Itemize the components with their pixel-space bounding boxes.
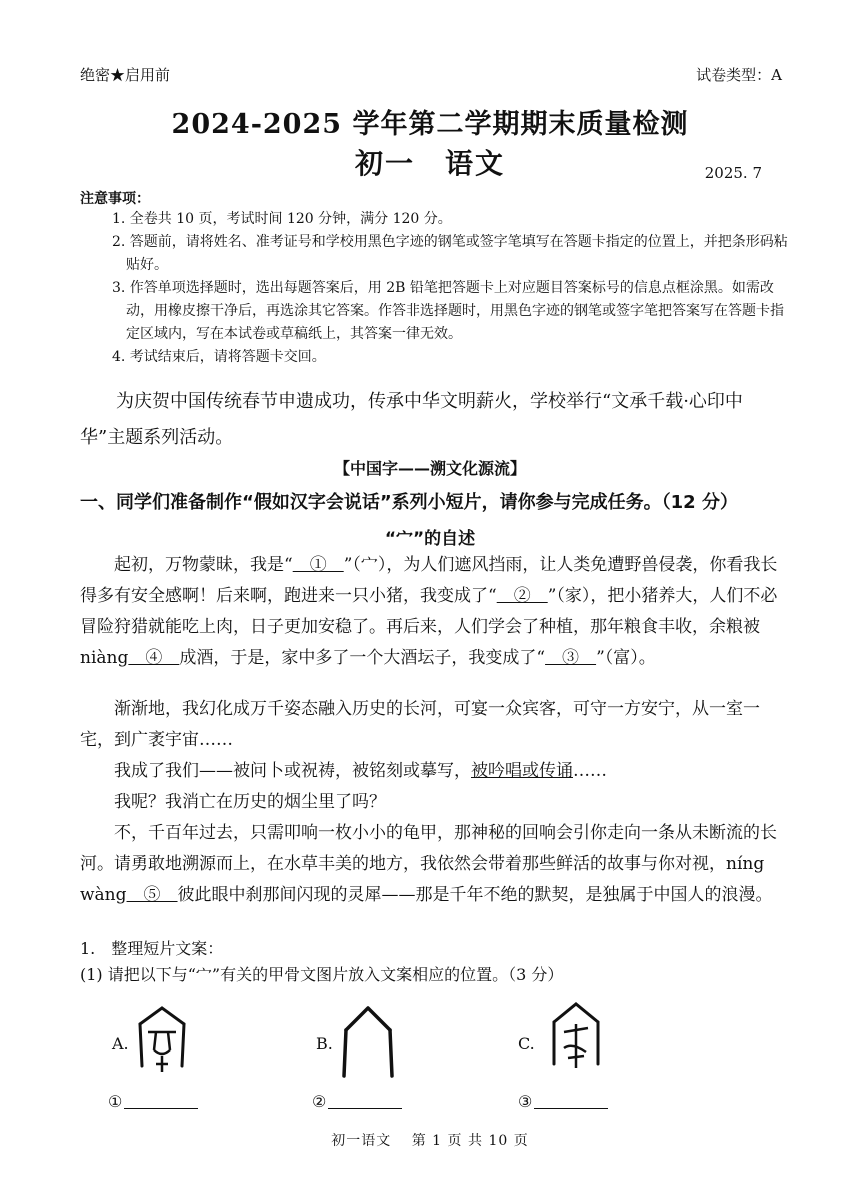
answer-number: ① [108,1092,123,1111]
question-1: 一、同学们准备制作“假如汉字会说话”系列小短片，请你参与完成任务。（12 分） [80,492,738,513]
task-1-1: (1) 请把以下与“宀”有关的甲骨文图片放入文案相应的位置。（3 分） [80,965,564,984]
text: 成酒，于是，家中多了一个大酒坛子，我变成了“ [179,648,546,668]
blank-5: ⑤ [126,885,178,905]
notice-item: 1. 全卷共 10 页，考试时间 120 分钟，满分 120 分。 [112,211,452,227]
blank-4: ④ [128,648,180,668]
answer-slot-1 [108,1092,198,1111]
answer-number: ② [312,1092,327,1111]
paper-type: 试卷类型：A [696,66,782,84]
blank-3: ③ [545,648,597,668]
notice-list [112,208,792,369]
notice-item: 3. 作答单项选择题时，选出每题答案后，用 2B 铅笔把答题卡上对应题目答案标号的信息点框涂黑。如需改动，用橡皮擦干净后，再选涂其它答案。作答非选择题时，用黑色字迹的钢笔或签字笔把答案写在答题卡指定区域内，写在本试卷或草稿纸上，其答案一律无效。 [112,280,784,342]
figure-c-label: C. [518,1034,535,1053]
text: 我成了我们——被问卜或祝祷，被铭刻或摹写， [114,761,471,781]
exam-title: 2024-2025 学年第二学期期末质量检测 [171,109,689,140]
section-heading: 【中国字——溯文化源流】 [333,459,526,478]
oracle-glyph-a-icon [134,1002,190,1078]
exam-subtitle: 初一 语文 [354,147,505,180]
oracle-figures [80,998,780,1118]
text: ”（富）。 [596,648,656,668]
story-paragraph-1 [80,550,780,674]
oracle-glyph-b-icon [338,1000,398,1082]
notice-heading: 注意事项： [80,191,150,207]
story-paragraph-5 [80,818,780,911]
story-paragraph-3 [80,756,780,787]
answer-slot-2 [312,1092,402,1111]
text: ”（家），把小猪养大，人们不必冒险狩猎就能吃上肉，日子更加安稳了。再后来，人们学会了种植，那年粮食丰收，余粮被 niàng [80,586,778,668]
answer-underline [328,1094,402,1109]
answer-underline [124,1094,198,1109]
figure-a-label: A. [112,1034,129,1053]
blank-2: ② [496,586,548,606]
answer-slot-3 [518,1092,608,1111]
story-title: “宀”的自述 [384,529,476,549]
text: 起初，万物蒙昧，我是“ [114,555,293,575]
notice-item: 4. 考试结束后，请将答题卡交回。 [112,349,326,365]
text: 彼此眼中刹那间闪现的灵犀——那是千年不绝的默契，是独属于中国人的浪漫。 [177,885,773,905]
story-paragraph-4: 我呢？我消亡在历史的烟尘里了吗？ [114,792,386,812]
oracle-glyph-c-icon [546,998,606,1078]
story-paragraph-2: 渐渐地，我幻化成万千姿态融入历史的长河，可宴一众宾客，可守一方安宁，从一室一宅，到广袤宇宙…… [80,699,760,750]
figure-b-label: B. [316,1034,333,1053]
intro-paragraph: 为庆贺中国传统春节申遗成功，传承中华文明薪火，学校举行“文承千载·心印中华”主题系列活动。 [80,391,743,448]
notice-item: 2. 答题前，请将姓名、准考证号和学校用黑色字迹的钢笔或签字笔填写在答题卡指定的位置上，并把条形码粘贴好。 [112,234,788,273]
blank-1: ① [292,555,344,575]
exam-date: 2025. 7 [704,164,762,182]
text: …… [573,761,607,781]
confidential-mark: 绝密★启用前 [80,66,171,84]
text: 不，千百年过去，只需叩响一枚小小的龟甲，那神秘的回响会引你走向一条从未断流的长河。请勇敢地溯源而上，在水草丰美的地方，我依然会带着那些鲜活的故事与你对视，níng wàng [80,823,777,905]
answer-underline [534,1094,608,1109]
task-1: 1. 整理短片文案： [80,939,224,958]
text: ”（宀），为人们遮风挡雨，让人类免遭野兽侵袭，你看我长得多有安全感啊！后来啊，跑进来一只小猪，我变成了“ [80,555,778,606]
answer-number: ③ [518,1092,533,1111]
underlined-phrase: 被吟唱或传诵 [471,761,573,781]
page-footer: 初一语文 第 1 页 共 10 页 [331,1133,529,1149]
